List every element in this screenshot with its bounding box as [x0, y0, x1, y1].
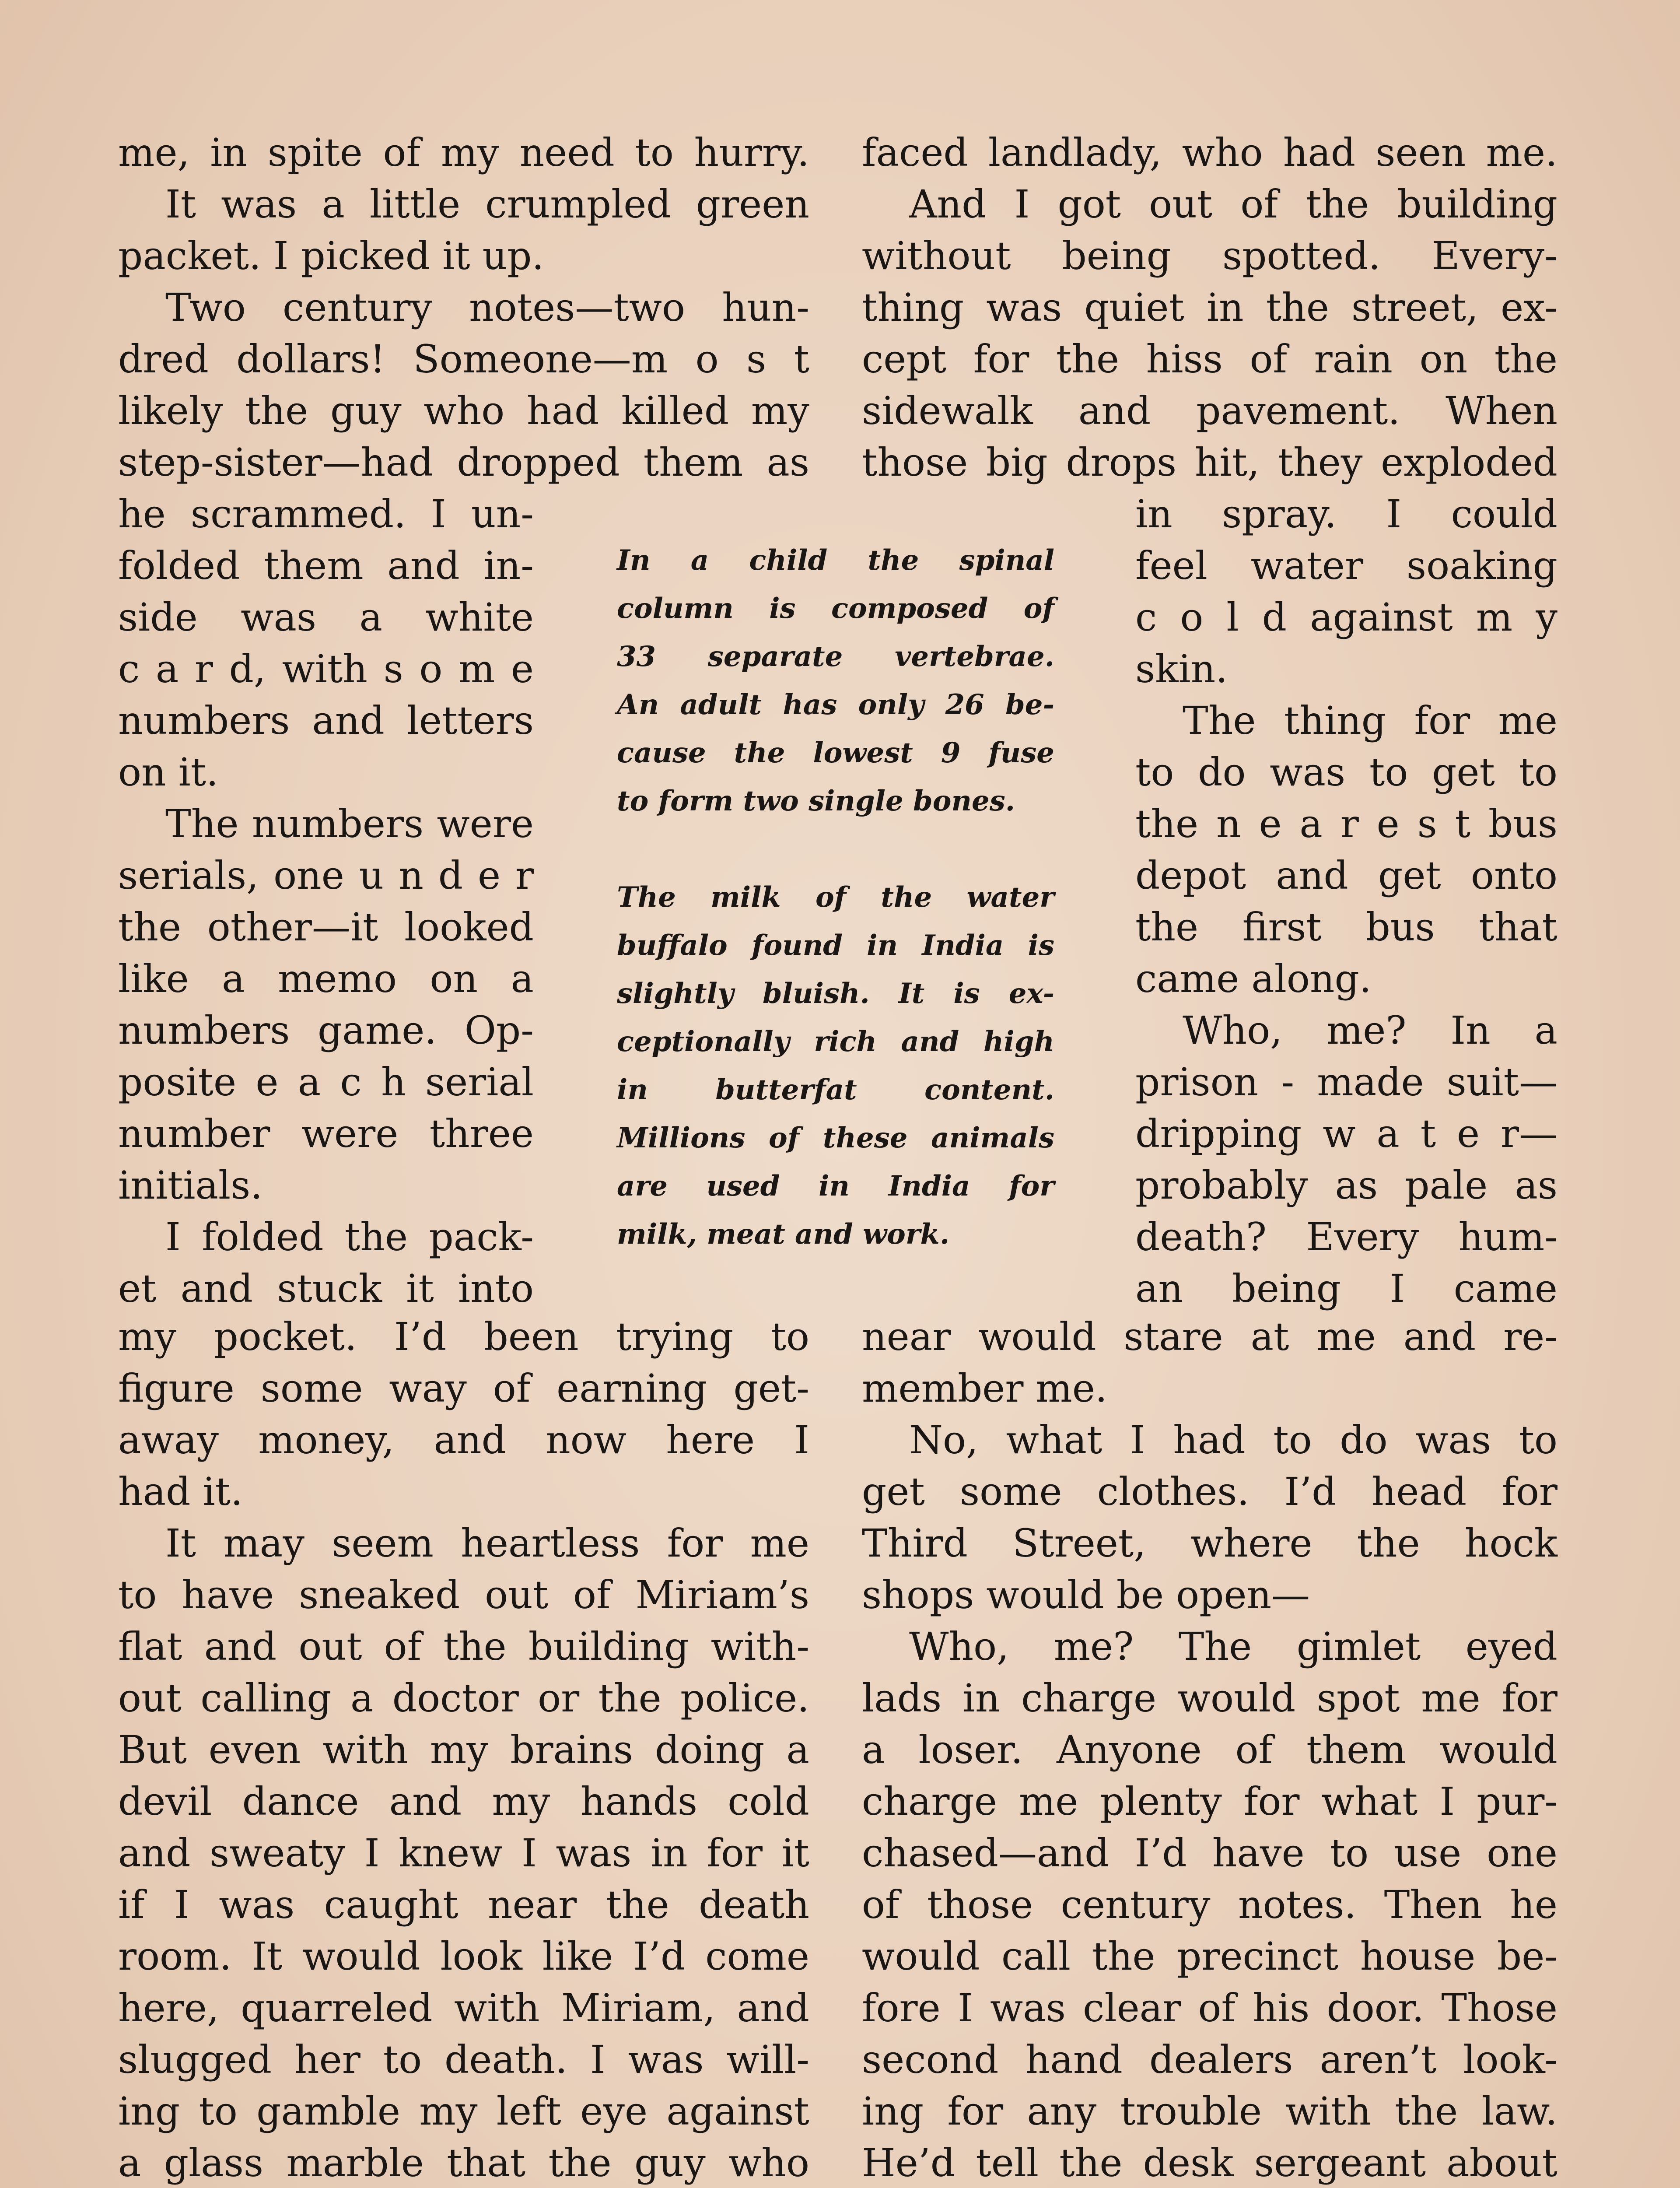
- text-line: It may seem heartless for me: [165, 1521, 809, 1566]
- text-line: The numbers were: [165, 801, 534, 846]
- text-line: faced landlady, who had seen me.: [862, 130, 1558, 175]
- text-line: to do was to get to: [1135, 750, 1558, 795]
- text-line: It was a little crumpled green: [165, 182, 809, 227]
- text-line: The milk of the water: [617, 881, 1054, 914]
- text-line: near would stare at me and re-: [862, 1314, 1558, 1359]
- text-line: came along.: [1135, 956, 1372, 1001]
- text-line: column is composed of: [617, 592, 1054, 625]
- text-line: shops would be open—: [862, 1572, 1310, 1617]
- text-line: dripping w a t e r—: [1135, 1111, 1558, 1156]
- text-line: charge me plenty for what I pur-: [862, 1779, 1558, 1824]
- text-line: milk, meat and work.: [617, 1218, 950, 1251]
- text-line: the n e a r e s t bus: [1135, 801, 1558, 846]
- text-line: feel water soaking: [1135, 543, 1558, 588]
- text-line: And I got out of the building: [909, 182, 1558, 227]
- text-line: Two century notes—two hun-: [165, 285, 809, 330]
- text-line: folded them and in-: [118, 543, 534, 588]
- fact-box: [617, 536, 1054, 1259]
- text-line: ceptionally rich and high: [617, 1025, 1054, 1058]
- fact-spinal-column: [617, 536, 1054, 825]
- text-line: 33 separate vertebrae.: [617, 640, 1054, 673]
- text-line: get some clothes. I’d head for: [862, 1469, 1558, 1514]
- text-line: He’d tell the desk sergeant about: [862, 2140, 1558, 2185]
- text-line: cept for the hiss of rain on the: [862, 337, 1558, 382]
- text-line: An adult has only 26 be-: [617, 688, 1054, 721]
- text-line: numbers game. Op-: [118, 1008, 534, 1053]
- text-line: slugged her to death. I was will-: [118, 2037, 809, 2082]
- text-line: are used in India for: [617, 1170, 1054, 1203]
- text-line: the first bus that: [1135, 905, 1558, 950]
- right-column-top: [862, 127, 1558, 488]
- text-line: sidewalk and pavement. When: [862, 388, 1558, 433]
- text-line: No, what I had to do was to: [909, 1417, 1558, 1462]
- text-line: room. It would look like I’d come: [118, 1934, 809, 1979]
- text-line: devil dance and my hands cold: [118, 1779, 809, 1824]
- text-line: numbers and letters: [118, 698, 534, 743]
- text-line: c a r d, with s o m e: [118, 646, 534, 691]
- text-line: step-sister—had dropped them as: [118, 440, 809, 485]
- text-line: thing was quiet in the street, ex-: [862, 285, 1558, 330]
- text-line: flat and out of the building with-: [118, 1624, 809, 1669]
- text-line: of those century notes. Then he: [862, 1882, 1558, 1927]
- text-line: if I was caught near the death: [118, 1882, 809, 1927]
- text-line: But even with my brains doing a: [118, 1727, 809, 1772]
- text-line: those big drops hit, they exploded: [862, 440, 1558, 485]
- text-line: side was a white: [118, 595, 534, 640]
- text-line: had it.: [118, 1469, 243, 1514]
- right-column-bottom: [862, 1311, 1558, 2188]
- text-line: without being spotted. Every-: [862, 233, 1558, 278]
- fact-water-buffalo: [617, 873, 1054, 1259]
- text-line: here, quarreled with Miriam, and: [118, 1985, 809, 2030]
- text-line: like a memo on a: [118, 956, 534, 1001]
- text-line: second hand dealers aren’t look-: [862, 2037, 1558, 2082]
- text-line: chased—and I’d have to use one: [862, 1830, 1558, 1876]
- text-line: a glass marble that the guy who: [118, 2140, 809, 2185]
- text-line: figure some way of earning get-: [118, 1366, 809, 1411]
- left-column-narrow: [118, 488, 534, 1315]
- text-line: ing for any trouble with the law.: [862, 2089, 1558, 2134]
- text-line: cause the lowest 9 fuse: [617, 736, 1054, 769]
- text-line: fore I was clear of his door. Those: [862, 1985, 1558, 2030]
- text-line: the other—it looked: [118, 905, 534, 950]
- text-line: would call the precinct house be-: [862, 1934, 1558, 1979]
- text-line: out calling a doctor or the police.: [118, 1676, 809, 1721]
- left-column-top: [118, 127, 809, 488]
- text-line: c o l d against m y: [1135, 595, 1558, 640]
- text-line: In a child the spinal: [617, 544, 1054, 577]
- text-line: to have sneaked out of Miriam’s: [118, 1572, 809, 1617]
- text-line: Who, me? The gimlet eyed: [909, 1624, 1558, 1669]
- text-line: in spray. I could: [1135, 491, 1558, 536]
- text-line: depot and get onto: [1135, 853, 1558, 898]
- text-line: I folded the pack-: [165, 1214, 534, 1259]
- text-line: dred dollars! Someone—m o s t: [118, 337, 809, 382]
- text-line: a loser. Anyone of them would: [862, 1727, 1558, 1772]
- text-line: initials.: [118, 1163, 263, 1208]
- text-line: ing to gamble my left eye against: [118, 2089, 809, 2134]
- text-line: probably as pale as: [1135, 1163, 1558, 1208]
- text-line: he scrammed. I un-: [118, 491, 534, 536]
- text-line: Third Street, where the hock: [862, 1521, 1558, 1566]
- left-column-bottom: [118, 1311, 809, 2188]
- text-line: lads in charge would spot me for: [862, 1676, 1558, 1721]
- text-line: posite e a c h serial: [118, 1059, 534, 1105]
- text-line: prison - made suit—: [1135, 1059, 1558, 1105]
- text-line: death? Every hum-: [1135, 1214, 1558, 1259]
- text-line: slightly bluish. It is ex-: [617, 977, 1054, 1010]
- text-line: away money, and now here I: [118, 1417, 809, 1462]
- text-line: Millions of these animals: [617, 1122, 1054, 1154]
- text-line: et and stuck it into: [118, 1266, 534, 1311]
- text-line: buffalo found in India is: [617, 929, 1054, 962]
- text-line: number were three: [118, 1111, 534, 1156]
- text-line: packet. I picked it up.: [118, 233, 544, 278]
- text-line: The thing for me: [1183, 698, 1558, 743]
- text-line: an being I came: [1135, 1266, 1558, 1311]
- text-line: and sweaty I knew I was in for it: [118, 1830, 809, 1876]
- text-line: on it.: [118, 750, 219, 795]
- text-line: me, in spite of my need to hurry.: [118, 130, 809, 175]
- text-line: skin.: [1135, 646, 1228, 691]
- text-line: Who, me? In a: [1183, 1008, 1558, 1053]
- right-column-narrow: [1135, 488, 1558, 1315]
- text-line: serials, one u n d e r: [118, 853, 534, 898]
- text-line: my pocket. I’d been trying to: [118, 1314, 809, 1359]
- text-line: member me.: [862, 1366, 1107, 1411]
- text-line: in butterfat content.: [617, 1073, 1054, 1106]
- text-line: to form two single bones.: [617, 785, 1015, 817]
- text-line: likely the guy who had killed my: [118, 388, 809, 433]
